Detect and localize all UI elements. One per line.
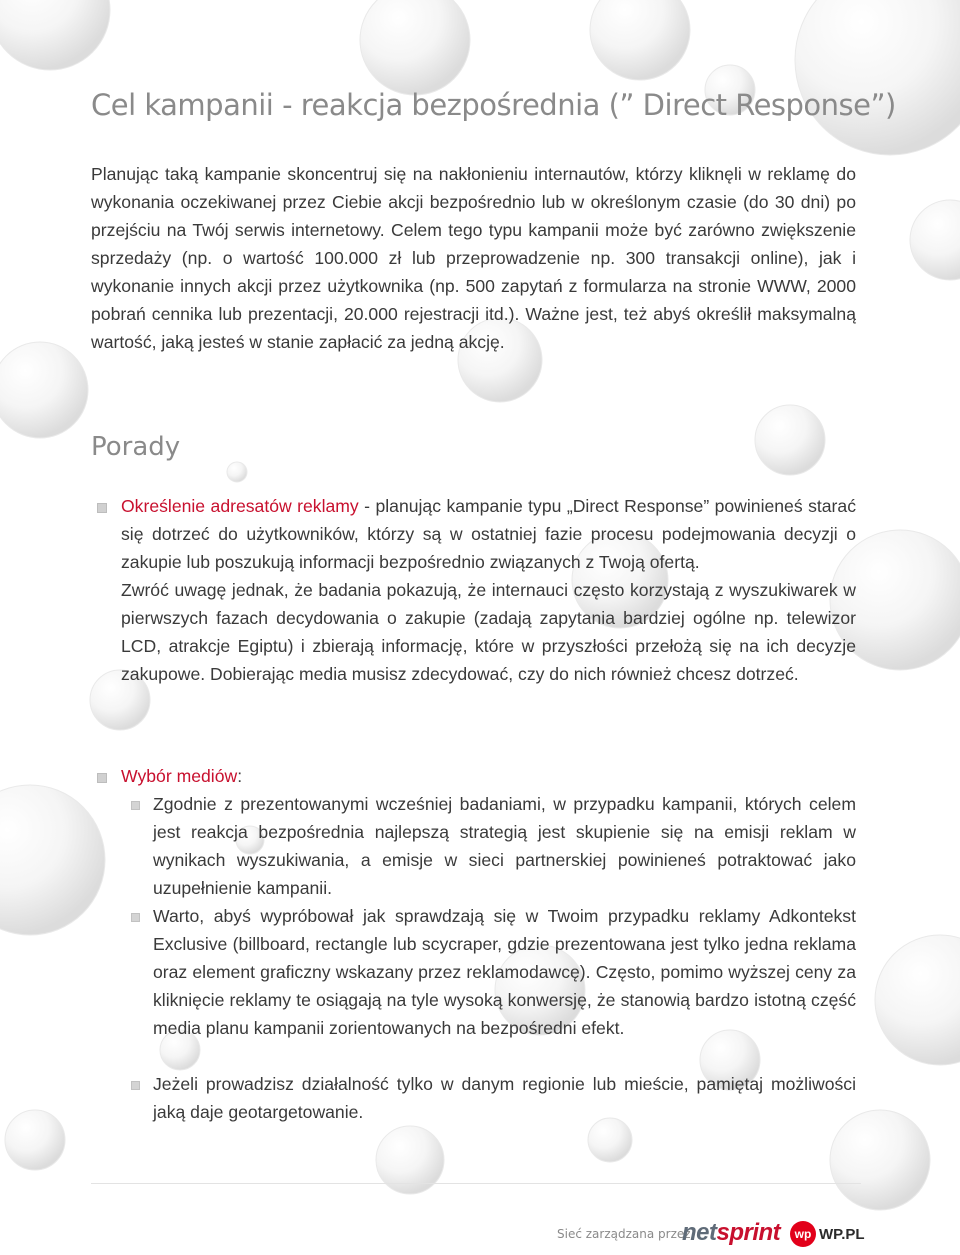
media-item-2-text: Warto, abyś wypróbował jak sprawdzają się w Twoim przypadku reklamy Adkontekst Exclusive (billboard, rectangle lub scycraper, gdzie prezentowana jest tylko jedna reklama oraz element graficzny wskazany przez reklamodawcę). Często, pomimo wyższej ceny za kliknięcie reklamy te osiągają na tyle wysoką konwersję, że stanowią bardzo istotną część media planu kampanii zorientowanych na bezpośredni efekt. [153,906,856,1038]
tip-media-colon: : [237,766,243,786]
media-item-3-text: Jeżeli prowadzisz działalność tylko w danym regionie lub mieście, pamiętaj możliwości jaką daje geotargetowanie. [153,1074,856,1122]
netsprint-logo: netsprint [682,1219,781,1246]
intro-paragraph [91,160,856,356]
media-item-1-text: Zgodnie z prezentowanymi wcześniej badaniami, w przypadku kampanii, których celem jest reakcja bezpośrednia najlepszą strategią jest skupienie się na emisji reklam w wynikach wyszukiwania, a emisje w sieci partnerskiej powinieneś potraktować jako uzupełnienie kampanii. [153,794,856,898]
small-square-bullet-icon [131,913,140,922]
wp-logo [790,1221,865,1247]
square-bullet-icon [97,773,107,783]
tips-heading: Porady [91,432,181,462]
tip-media-label: Wybór mediów [121,766,238,786]
tip-audience [121,492,856,688]
small-square-bullet-icon [131,1081,140,1090]
footer-label: Sieć zarządzana przez [557,1227,691,1241]
tip-audience-label: Określenie adresatów reklamy [121,496,359,516]
wp-logo-text: WP.PL [819,1225,865,1243]
media-item-1 [153,790,856,902]
square-bullet-icon [97,503,107,513]
wp-logo-mark: wp [790,1221,816,1247]
page-title: Cel kampanii - reakcja bezpośrednia (” Direct Response”) [91,88,896,122]
tip-audience-text: - planując kampanie typu „Direct Response” powinieneś starać się dotrzeć do użytkowników, którzy są w ostatniej fazie procesu podejmowania decyzji o zakupie lub poszukują informacji bezpośrednio związanych z Twoją ofertą. [121,496,856,572]
intro-text: Planując taką kampanie skoncentruj się na nakłonieniu internautów, którzy kliknęli w reklamę do wykonania oczekiwanej przez Ciebie akcji bezpośrednio lub w określonym czasie (do 30 dni) po przejściu na Twój serwis internetowy. Celem tego typu kampanii może być zarówno zwiększenie sprzedaży (np. o wartość 100.000 zł lub przeprowadzenie np. 300 transakcji online), jak i wykonanie innych akcji przez użytkownika (np. 500 zapytań z formularza na stronie WWW, 2000 pobrań cennika lub prezentacji, 20.000 rejestracji itd.). Ważne jest, też abyś określił maksymalną wartość, jaką jesteś w stanie zapłacić za jedną akcję. [91,164,856,352]
tip-audience-paragraph-2: Zwróć uwagę jednak, że badania pokazują, że internauci często korzystają z wyszukiwarek w pierwszych fazach decydowania o zakupie (zadają zapytania bardziej ogólne np. telewizor LCD, atrakcje Egiptu) i zbierają informację, które w przyszłości przełożą się na ich decyzje zakupowe. Dobierając media musisz zdecydować, czy do nich również chcesz dotrzeć. [121,580,856,684]
tip-audience-paragraph [121,492,856,576]
media-item-3 [153,1070,856,1126]
small-square-bullet-icon [131,801,140,810]
media-item-2 [153,902,856,1042]
footer-divider [91,1183,861,1184]
tip-media-heading [121,762,856,790]
tip-media [121,762,856,790]
